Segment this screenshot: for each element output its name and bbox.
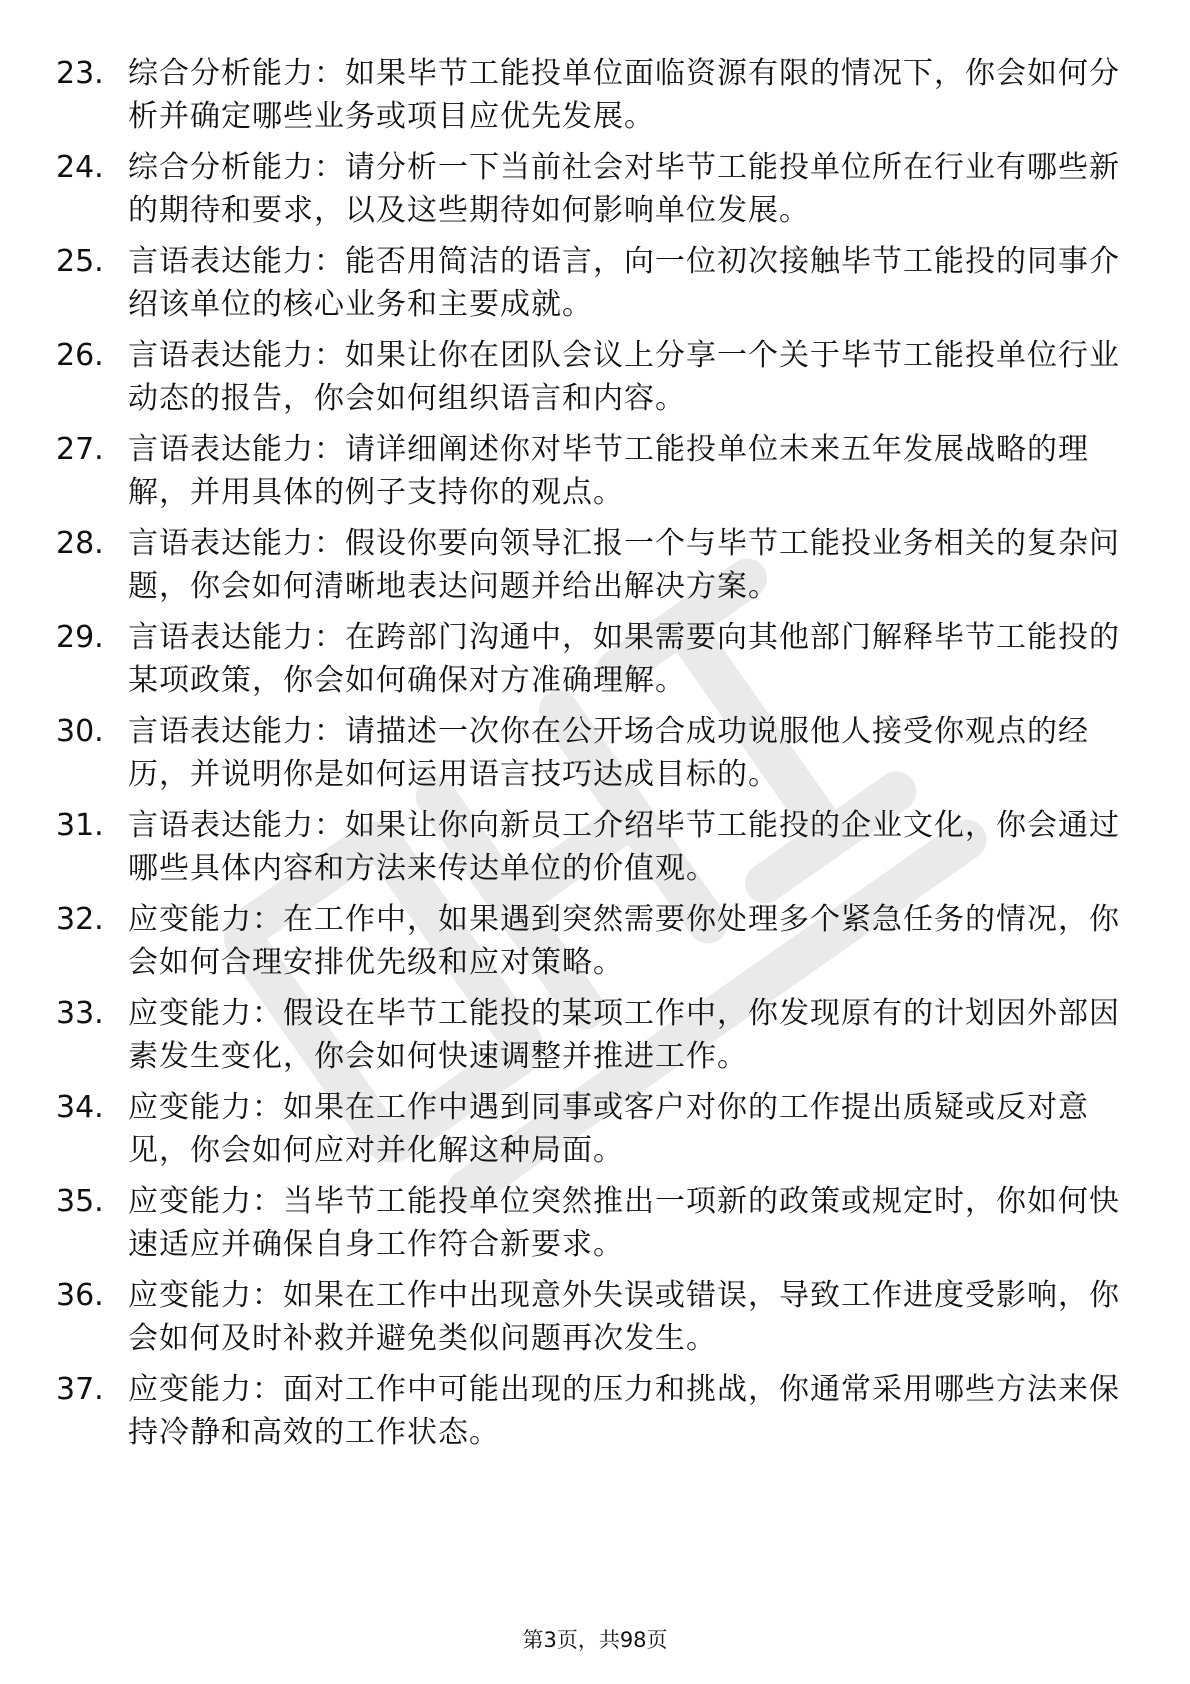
question-item bbox=[56, 1274, 1136, 1368]
question-number: 29. bbox=[56, 620, 104, 655]
question-text: 言语表达能力：请详细阐述你对毕节工能投单位未来五年发展战略的理解，并用具体的例子支持你的观点。 bbox=[128, 432, 1089, 510]
question-item bbox=[56, 428, 1136, 522]
question-item bbox=[56, 52, 1136, 146]
question-text: 应变能力：当毕节工能投单位突然推出一项新的政策或规定时，你如何快速适应并确保自身工作符合新要求。 bbox=[128, 1184, 1120, 1262]
question-item bbox=[56, 992, 1136, 1086]
question-text: 言语表达能力：假设你要向领导汇报一个与毕节工能投业务相关的复杂问题，你会如何清晰地表达问题并给出解决方案。 bbox=[128, 526, 1120, 604]
question-item bbox=[56, 804, 1136, 898]
question-text: 应变能力：如果在工作中出现意外失误或错误，导致工作进度受影响，你会如何及时补救并避免类似问题再次发生。 bbox=[128, 1278, 1120, 1356]
question-item bbox=[56, 240, 1136, 334]
question-item bbox=[56, 522, 1136, 616]
question-number: 28. bbox=[56, 526, 104, 561]
question-number: 25. bbox=[56, 244, 104, 279]
question-number: 30. bbox=[56, 714, 104, 749]
question-item bbox=[56, 1368, 1136, 1462]
question-text: 应变能力：在工作中，如果遇到突然需要你处理多个紧急任务的情况，你会如何合理安排优先级和应对策略。 bbox=[128, 902, 1120, 980]
question-number: 33. bbox=[56, 996, 104, 1031]
question-item bbox=[56, 1086, 1136, 1180]
question-number: 35. bbox=[56, 1184, 104, 1219]
question-number: 23. bbox=[56, 56, 104, 91]
question-number: 24. bbox=[56, 150, 104, 185]
question-text: 言语表达能力：在跨部门沟通中，如果需要向其他部门解释毕节工能投的某项政策，你会如何确保对方准确理解。 bbox=[128, 620, 1120, 698]
question-item bbox=[56, 616, 1136, 710]
question-number: 36. bbox=[56, 1278, 104, 1313]
question-text: 应变能力：假设在毕节工能投的某项工作中，你发现原有的计划因外部因素发生变化，你会如何快速调整并推进工作。 bbox=[128, 996, 1120, 1074]
question-item bbox=[56, 334, 1136, 428]
question-text: 言语表达能力：能否用简洁的语言，向一位初次接触毕节工能投的同事介绍该单位的核心业务和主要成就。 bbox=[128, 244, 1120, 322]
question-number: 27. bbox=[56, 432, 104, 467]
question-item bbox=[56, 146, 1136, 240]
question-text: 言语表达能力：如果让你向新员工介绍毕节工能投的企业文化，你会通过哪些具体内容和方法来传达单位的价值观。 bbox=[128, 808, 1120, 886]
question-number: 32. bbox=[56, 902, 104, 937]
page-number: 第3页，共98页 bbox=[522, 1628, 668, 1652]
question-number: 37. bbox=[56, 1372, 104, 1407]
question-text: 言语表达能力：如果让你在团队会议上分享一个关于毕节工能投单位行业动态的报告，你会如何组织语言和内容。 bbox=[128, 338, 1120, 416]
question-text: 综合分析能力：如果毕节工能投单位面临资源有限的情况下，你会如何分析并确定哪些业务或项目应优先发展。 bbox=[128, 56, 1120, 134]
question-item bbox=[56, 710, 1136, 804]
question-number: 34. bbox=[56, 1090, 104, 1125]
question-text: 应变能力：面对工作中可能出现的压力和挑战，你通常采用哪些方法来保持冷静和高效的工作状态。 bbox=[128, 1372, 1120, 1450]
question-text: 应变能力：如果在工作中遇到同事或客户对你的工作提出质疑或反对意见，你会如何应对并化解这种局面。 bbox=[128, 1090, 1089, 1168]
question-text: 综合分析能力：请分析一下当前社会对毕节工能投单位所在行业有哪些新的期待和要求，以及这些期待如何影响单位发展。 bbox=[128, 150, 1120, 228]
question-item bbox=[56, 898, 1136, 992]
question-list bbox=[56, 52, 1136, 1462]
question-number: 31. bbox=[56, 808, 104, 843]
question-text: 言语表达能力：请描述一次你在公开场合成功说服他人接受你观点的经历，并说明你是如何运用语言技巧达成目标的。 bbox=[128, 714, 1089, 792]
question-number: 26. bbox=[56, 338, 104, 373]
question-item bbox=[56, 1180, 1136, 1274]
